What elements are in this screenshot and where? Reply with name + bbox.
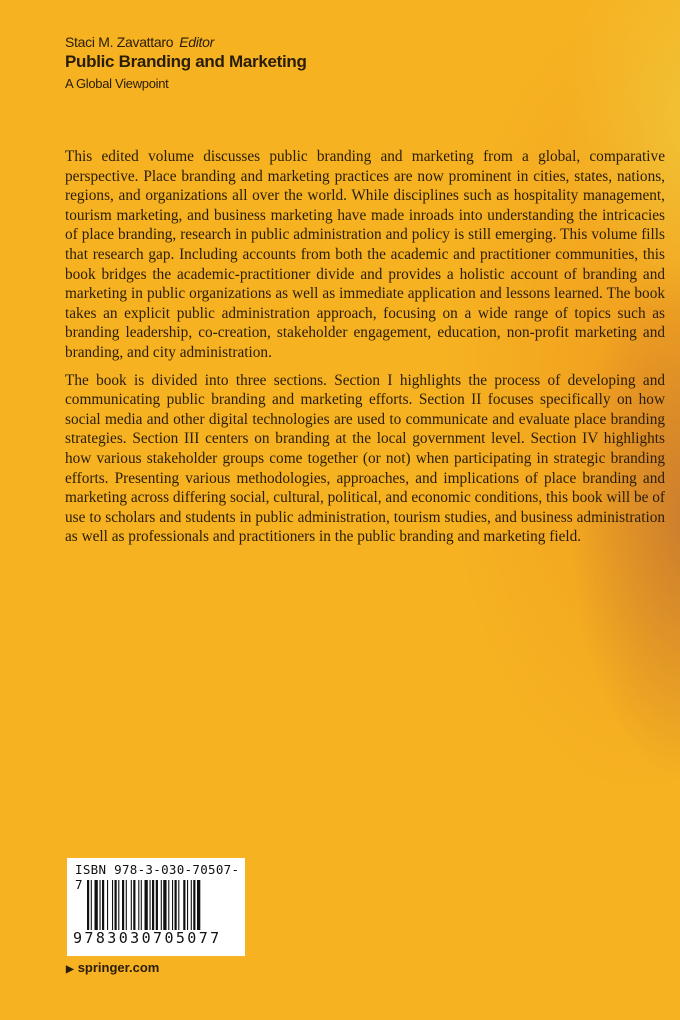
barcode-bar [191,880,192,930]
barcode-bar [172,880,173,930]
barcode-bar [163,880,166,930]
book-description [65,147,665,555]
barcode-bar [87,880,89,930]
barcode-bar [141,880,142,930]
barcode-bar [102,880,104,930]
barcode-bar [118,880,119,930]
barcode-bar [131,880,132,930]
publisher-link-text: springer.com [77,960,160,975]
arrow-right-icon: ▶ [66,964,74,975]
book-subtitle: A Global Viewpoint [65,76,169,91]
cover-header [65,34,307,91]
author-line [65,34,307,50]
barcode-bar [91,880,92,930]
barcode-bar [193,880,195,930]
barcode-bar [133,880,135,930]
barcode-bar [187,880,188,930]
barcode-digits: 9783030705077 [73,929,222,947]
barcode-bar [168,880,169,930]
barcode-bar [107,880,108,930]
isbn-number: ISBN 978-3-030-70507-7 [75,862,240,892]
description-paragraph: The book is divided into three sections. Section I highlights the process of developing and communicating public branding and marketing efforts. Section II focuses specifically on how social media and other digital technologies are used to communicate and evaluate place branding strategies. Section III centers on branding at the local government level. Section IV highlights how various stakeholder groups come together (or not) when participating in strategic branding efforts. Presenting various methodologies, approaches, and implications of place branding and marketing across differing social, cultural, political, and economic conditions, this book will be of use to scholars and students in public administration, tourism studies, and business administration as well as professionals and practitioners in the public branding and marketing field. [65,371,665,546]
barcode-bar [100,880,101,930]
barcode-bar [138,880,139,930]
barcode-bar [150,880,151,930]
isbn-barcode [67,858,245,956]
barcode-bar [197,880,200,930]
barcode-bar [161,880,162,930]
description-paragraph: This edited volume discusses public branding and marketing from a global, comparative perspective. Place branding and marketing practices are now prominent in cities, states, nations, regions, and organizations all over the world. While disciplines such as hospitality management, tourism marketing, and business marketing have made inroads into understanding the intricacies of place branding, research in public administration and policy is still emerging. This volume fills that research gap. Including accounts from both the academic and practitioner communities, this book bridges the academic-practitioner divide and provides a holistic account of branding and marketing in public organizations as well as immediate application and lessons learned. The book takes an explicit public administration approach, focusing on a wide range of topics such as branding leadership, co-creation, stakeholder engagement, education, non-profit marketing and branding, and city administration. [65,148,665,361]
barcode-bar [178,880,179,930]
barcode-bar [122,880,124,930]
author-role: Editor [179,34,214,50]
publisher-link[interactable] [66,960,159,975]
barcode-bar [183,880,185,930]
barcode-bar [156,880,158,930]
book-title: Public Branding and Marketing [65,52,307,71]
barcode-bar [112,880,113,930]
author-name: Staci M. Zavattaro [65,34,174,50]
barcode-bar [95,880,98,930]
barcode-bar [115,880,117,930]
barcode-bar [126,880,127,930]
barcode-bar [145,880,148,930]
barcode-bar [175,880,177,930]
barcode-bar [152,880,154,930]
